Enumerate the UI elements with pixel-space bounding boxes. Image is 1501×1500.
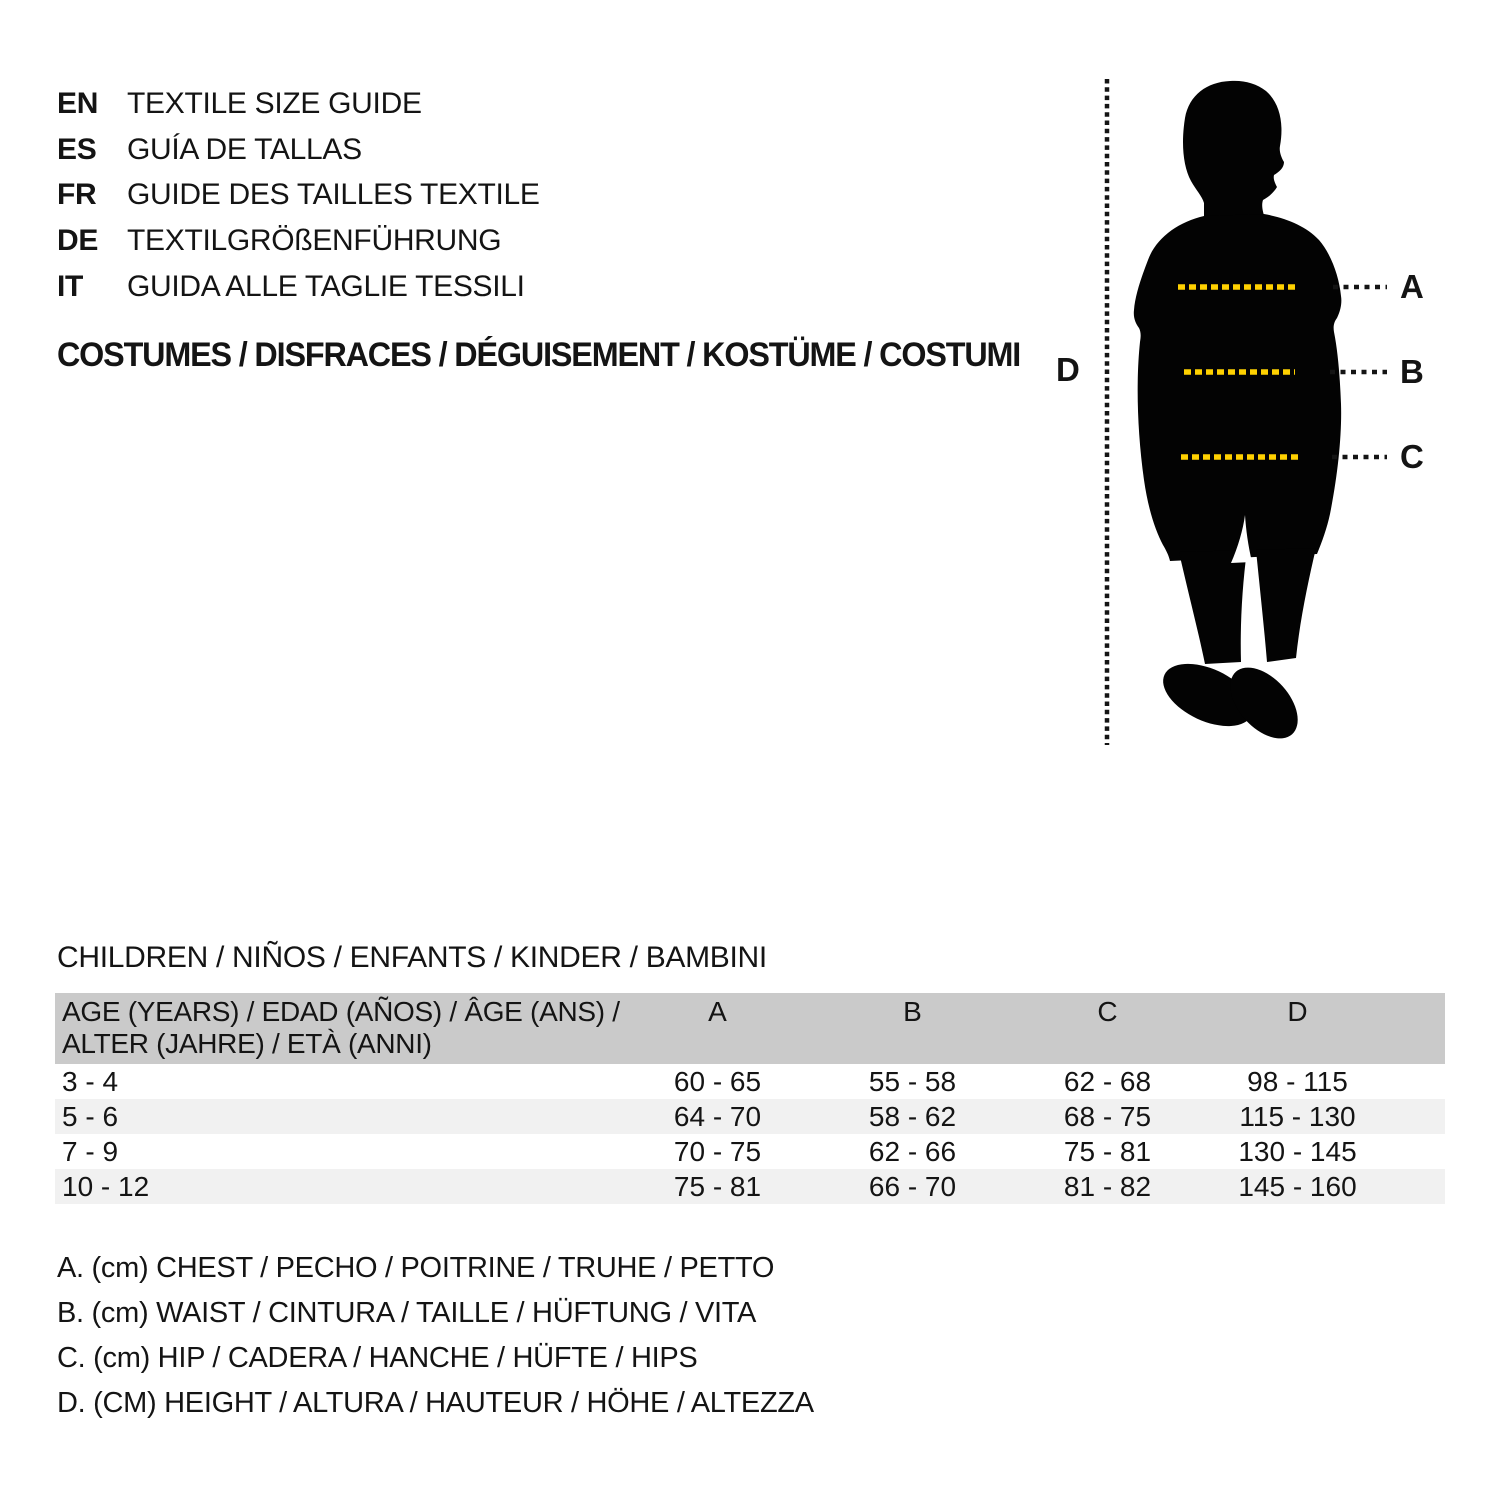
child-silhouette-icon (1134, 81, 1342, 751)
age-cell: 10 - 12 (62, 1170, 150, 1202)
language-title-list (57, 81, 540, 310)
hip-cell: 81 - 82 (1063, 1170, 1152, 1202)
chest-label: A (1400, 268, 1424, 305)
waist-cell: 62 - 66 (868, 1135, 957, 1167)
age-cell: 5 - 6 (62, 1100, 119, 1132)
waist-cell: 55 - 58 (868, 1065, 957, 1097)
column-header-a: A (708, 996, 727, 1027)
language-code: FR (57, 178, 97, 212)
chest-cell: 64 - 70 (673, 1100, 762, 1132)
size-table (55, 993, 1445, 1204)
table-section-title: CHILDREN / NIÑOS / ENFANTS / KINDER / BAMBINI (57, 941, 767, 974)
waist-cell: 66 - 70 (868, 1170, 957, 1202)
hip-cell: 68 - 75 (1063, 1100, 1152, 1132)
language-code: DE (57, 224, 99, 258)
language-code: EN (57, 86, 99, 120)
table-row (55, 1169, 1445, 1204)
chest-cell: 70 - 75 (673, 1135, 762, 1167)
language-label: GUIDA ALLE TAGLIE TESSILI (127, 270, 525, 304)
age-cell: 3 - 4 (62, 1065, 119, 1097)
language-label: TEXTILGRÖßENFÜHRUNG (127, 224, 502, 258)
age-header-line2: ALTER (JAHRE) / ETÀ (ANNI) (62, 1028, 432, 1059)
waist-cell: 58 - 62 (868, 1100, 957, 1132)
height-cell: 145 - 160 (1238, 1170, 1357, 1202)
language-row (57, 127, 540, 173)
language-label: TEXTILE SIZE GUIDE (127, 86, 422, 120)
legend-waist: B. (cm) WAIST / CINTURA / TAILLE / HÜFTUNG / VITA (57, 1297, 757, 1329)
age-column-header (55, 993, 620, 1060)
height-cell: 98 - 115 (1247, 1065, 1348, 1097)
height-cell: 130 - 145 (1238, 1135, 1357, 1167)
language-code: ES (57, 132, 97, 166)
child-measurement-figure (1015, 55, 1490, 765)
hip-label: C (1400, 438, 1424, 475)
language-row (57, 264, 540, 310)
table-row (55, 1064, 1445, 1099)
waist-label: B (1400, 353, 1424, 390)
language-code: IT (57, 270, 84, 304)
age-header-line1: AGE (YEARS) / EDAD (AÑOS) / ÂGE (ANS) / (62, 996, 620, 1027)
table-row (55, 1099, 1445, 1134)
legend-height: D. (CM) HEIGHT / ALTURA / HAUTEUR / HÖHE / ALTEZZA (57, 1387, 814, 1419)
language-row (57, 173, 540, 219)
chest-cell: 60 - 65 (673, 1065, 762, 1097)
language-label: GUÍA DE TALLAS (127, 132, 362, 166)
chest-cell: 75 - 81 (673, 1170, 762, 1202)
category-title: COSTUMES / DISFRACES / DÉGUISEMENT / KOSTÜME / COSTUMI (57, 336, 1021, 374)
legend-hip: C. (cm) HIP / CADERA / HANCHE / HÜFTE / HIPS (57, 1342, 698, 1374)
table-row (55, 1134, 1445, 1169)
height-label: D (1056, 351, 1080, 388)
column-header-d: D (1287, 996, 1308, 1027)
column-header-b: B (903, 996, 922, 1027)
measurement-legend (57, 1246, 814, 1426)
legend-chest: A. (cm) CHEST / PECHO / POITRINE / TRUHE / PETTO (57, 1252, 775, 1284)
hip-cell: 75 - 81 (1063, 1135, 1152, 1167)
language-row (57, 218, 540, 264)
table-header-row (55, 993, 1445, 1064)
column-header-c: C (1097, 996, 1118, 1027)
height-cell: 115 - 130 (1239, 1100, 1356, 1132)
hip-cell: 62 - 68 (1063, 1065, 1152, 1097)
language-label: GUIDE DES TAILLES TEXTILE (127, 178, 540, 212)
age-cell: 7 - 9 (62, 1135, 119, 1167)
language-row (57, 81, 540, 127)
